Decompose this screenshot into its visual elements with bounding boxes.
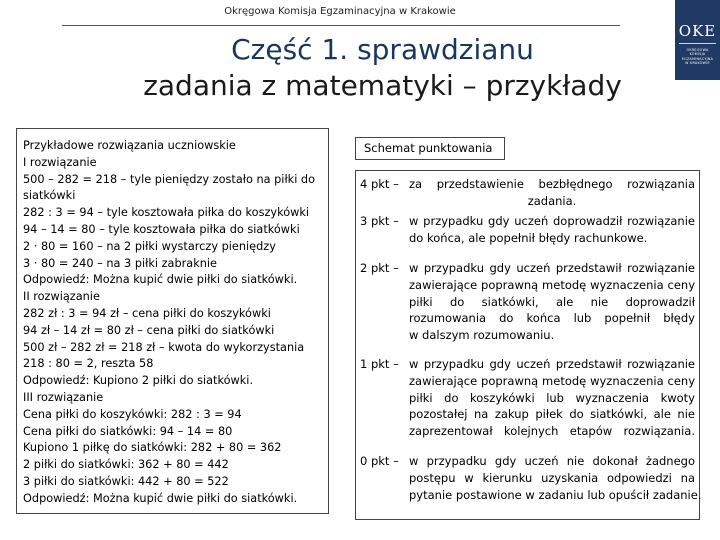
solution-line: 3 · 80 = 240 – na 3 piłki zabraknie: [23, 256, 217, 270]
solution-line: 218 : 80 = 2, reszta 58: [23, 357, 154, 371]
points-description: [409, 260, 695, 344]
solution-line: 2 piłki do siatkówki: 362 + 80 = 442: [23, 458, 229, 472]
description-line: zawierające poprawną metodę wyznaczenia ceny: [409, 373, 695, 388]
solution-line: Kupiono 1 piłkę do siatkówki: 282 + 80 = 362: [23, 441, 282, 455]
solution-line: 94 zł – 14 zł = 80 zł – cena piłki do siatkówki: [23, 323, 275, 337]
description-line: za przedstawienie bezbłędnego rozwiązania: [409, 177, 695, 191]
description-line: pytanie postawione w zadaniu lub opuścił zadanie.: [409, 487, 702, 502]
solution-line: Cena piłki do koszykówki: 282 : 3 = 94: [23, 407, 242, 421]
description-line: piłki do koszykówki lub wyznaczenia kwoty: [409, 390, 695, 405]
solution-line: 282 zł : 3 = 94 zł – cena piłki do koszykówki: [23, 306, 271, 320]
points-description: [409, 213, 695, 247]
description-line: w przypadku gdy uczeń doprowadził rozwiązanie: [409, 214, 695, 228]
solution-line: Odpowiedź: Kupiono 2 piłki do siatkówki.: [23, 374, 254, 388]
description-line: do końca, ale popełnił błędy rachunkowe.: [409, 230, 648, 245]
solution-line: 282 : 3 = 94 – tyle kosztowała piłka do koszykówki: [23, 206, 310, 220]
description-line: w przypadku gdy uczeń nie dokonał żadnego: [409, 454, 695, 468]
description-line: zawierające poprawną metodę wyznaczenia ceny: [409, 277, 695, 292]
points-label: 4 pkt –: [360, 177, 399, 191]
description-line: w przypadku gdy uczeń przedstawił rozwiązanie: [409, 357, 695, 371]
points-description: [409, 356, 695, 440]
solution-line: Odpowiedź: Można kupić dwie piłki do siatkówki.: [23, 273, 298, 287]
solution-line: Odpowiedź: Można kupić dwie piłki do siatkówki.: [23, 491, 298, 505]
description-line: postępu w kierunku uzyskania odpowiedzi na: [409, 470, 695, 485]
solution-line: III rozwiązanie: [23, 390, 104, 404]
points-description: [409, 453, 702, 503]
title-line-1: Część 1. sprawdzianu: [231, 33, 534, 66]
scoring-box: [355, 170, 700, 520]
solution-line: 94 – 14 = 80 – tyle kosztowała piłka do siatkówki: [23, 222, 300, 236]
solution-line: II rozwiązanie: [23, 290, 100, 304]
header-divider: [62, 25, 620, 26]
title-line-2: zadania z matematyki – przykłady: [143, 69, 622, 102]
points-label: 1 pkt –: [360, 357, 399, 371]
solution-line: 500 zł – 282 zł = 218 zł – kwota do wykorzystania: [23, 340, 305, 354]
example-solutions-box: [16, 128, 329, 514]
description-line: zadania.: [527, 193, 577, 208]
solution-line: 3 piłki do siatkówki: 442 + 80 = 522: [23, 474, 229, 488]
solution-line: I rozwiązanie: [23, 155, 97, 169]
points-label: 2 pkt –: [360, 261, 399, 275]
header-organization: Okręgowa Komisja Egzaminacyjna w Krakowie: [224, 6, 456, 17]
solution-line: Cena piłki do siatkówki: 94 – 14 = 80: [23, 424, 233, 438]
points-label: 0 pkt –: [360, 454, 399, 468]
description-line: w dalszym rozumowaniu.: [409, 328, 555, 343]
solution-line: Przykładowe rozwiązania uczniowskie: [23, 139, 236, 152]
logo-caption-line: KOMISJA: [689, 52, 706, 57]
solution-line: 2 · 80 = 160 – na 2 piłki wystarczy pieniędzy: [23, 239, 276, 253]
page-title: [60, 32, 705, 104]
logo-caption-line: OKRĘGOWA: [686, 48, 709, 52]
description-line: piłki do siatkówki, ale nie doprowadził: [409, 294, 695, 309]
logo-caption-line: W KRAKOWIE: [685, 61, 710, 66]
description-line: zaprezentował kolejnych etapów rozwiązania.: [409, 424, 695, 439]
scoring-heading: Schemat punktowania: [355, 137, 505, 160]
points-label: 3 pkt –: [360, 214, 399, 228]
description-line: pozostałej na zakup piłek do siatkówki, ale nie: [409, 407, 695, 422]
points-description: [409, 176, 695, 210]
logo-caption-line: EGZAMINACYJNA: [681, 56, 714, 61]
description-line: rozumowania do końca lub popełnił błędy: [409, 311, 695, 326]
solution-line: siatkówki: [23, 189, 76, 203]
logo-mark: OKE: [679, 22, 716, 44]
solution-line: 500 – 282 = 218 – tyle pieniędzy zostało na piłki do: [23, 172, 316, 186]
description-line: w przypadku gdy uczeń przedstawił rozwiązanie: [409, 261, 695, 275]
